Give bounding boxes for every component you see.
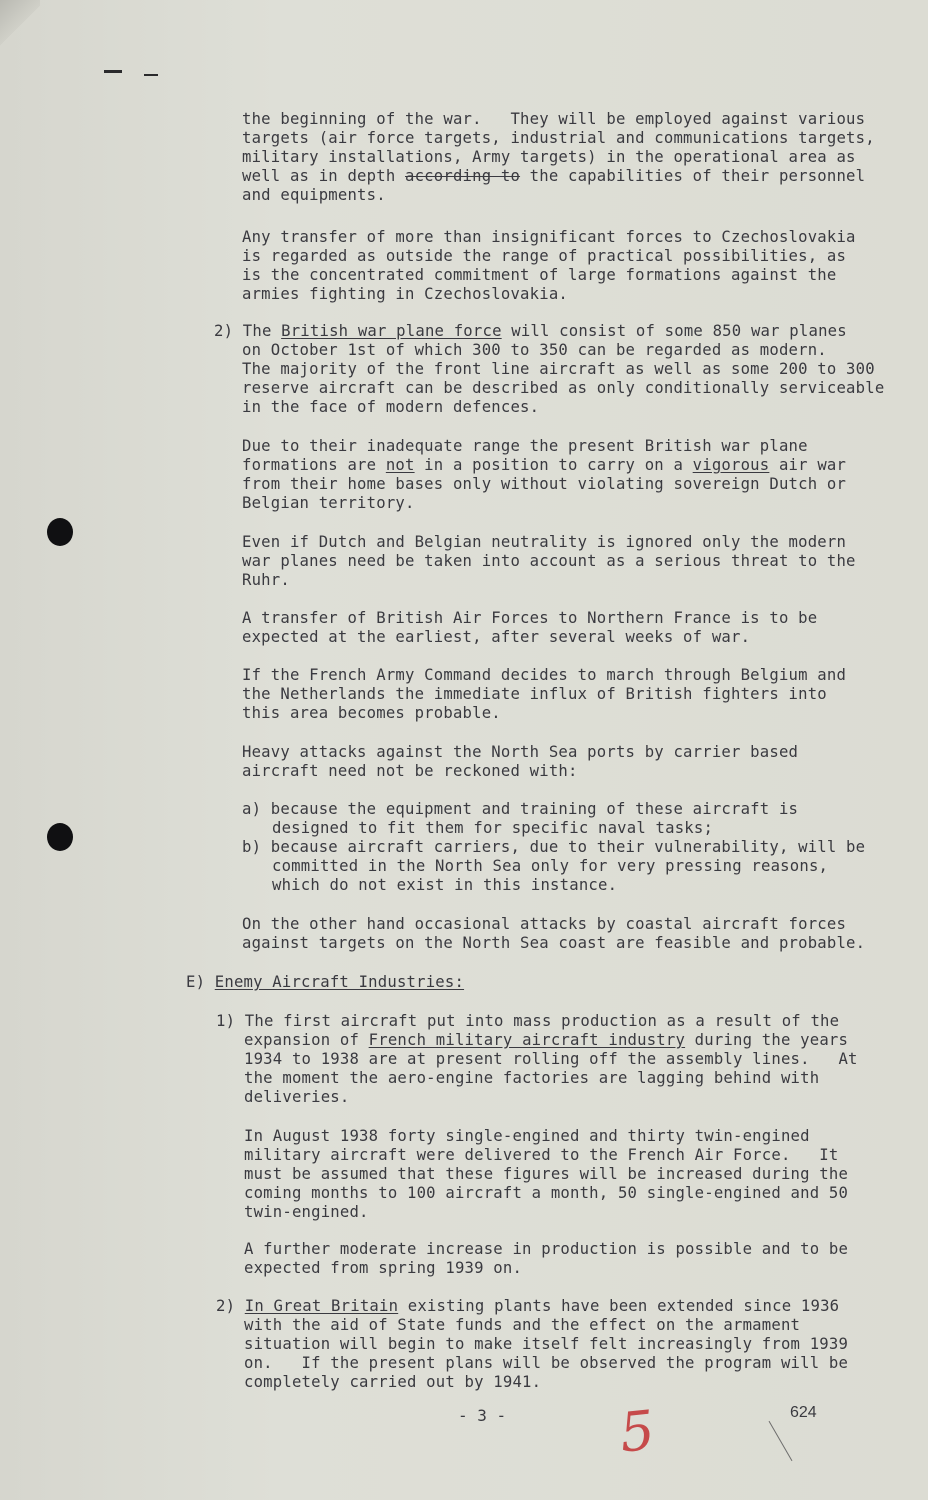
struck-phrase: according to bbox=[405, 167, 521, 185]
text-line: The majority of the front line aircraft as well as some 200 to 300 bbox=[242, 360, 875, 378]
text-line: on October 1st of which 300 to 350 can be regarded as modern. bbox=[242, 341, 827, 359]
text-line: well as in depth according to the capabilities of their personnel bbox=[242, 167, 866, 185]
text-line: If the French Army Command decides to march through Belgium and bbox=[242, 666, 847, 684]
text-line: must be assumed that these figures will be increased during the bbox=[244, 1165, 849, 1183]
text-line: Ruhr. bbox=[242, 571, 290, 589]
text-line: 1) The first aircraft put into mass production as a result of the bbox=[216, 1012, 840, 1030]
text-line: this area becomes probable. bbox=[242, 704, 501, 722]
text-line: with the aid of State funds and the effect on the armament bbox=[244, 1316, 801, 1334]
text-line: twin-engined. bbox=[244, 1203, 369, 1221]
text-line: Belgian territory. bbox=[242, 494, 415, 512]
page-number: - 3 - bbox=[458, 1406, 507, 1425]
text-line: b) because aircraft carriers, due to their vulnerability, will be bbox=[242, 838, 866, 856]
underlined-phrase: not bbox=[385, 456, 415, 474]
underlined-phrase: Enemy Aircraft Industries: bbox=[214, 973, 465, 991]
text-line: on. If the present plans will be observed the program will be bbox=[244, 1354, 849, 1372]
text-line: A transfer of British Air Forces to Northern France is to be bbox=[242, 609, 818, 627]
text-line: expected from spring 1939 on. bbox=[244, 1259, 523, 1277]
underlined-phrase: French military aircraft industry bbox=[368, 1031, 686, 1049]
text-line: is the concentrated commitment of large formations against the bbox=[242, 266, 837, 284]
underlined-phrase: British war plane force bbox=[281, 322, 502, 340]
folded-corner bbox=[0, 0, 40, 60]
text-line: 2) The British war plane force will consist of some 850 war planes bbox=[214, 322, 847, 340]
text-line: 2) In Great Britain existing plants have been extended since 1936 bbox=[216, 1297, 840, 1315]
punch-hole bbox=[47, 518, 73, 546]
text-line: expected at the earliest, after several weeks of war. bbox=[242, 628, 751, 646]
text-line: military aircraft were delivered to the French Air Force. It bbox=[244, 1146, 839, 1164]
text-line: is regarded as outside the range of practical possibilities, as bbox=[242, 247, 847, 265]
text-line: formations are not in a position to carry on a vigorous air war bbox=[242, 456, 847, 474]
text-line: Any transfer of more than insignificant forces to Czechoslovakia bbox=[242, 228, 856, 246]
archive-stamp: 624 bbox=[790, 1404, 817, 1421]
text-line: 1934 to 1938 are at present rolling off the assembly lines. At bbox=[244, 1050, 858, 1068]
text-line: Heavy attacks against the North Sea ports by carrier based bbox=[242, 743, 799, 761]
punch-hole bbox=[47, 823, 73, 851]
text-line: targets (air force targets, industrial and communications targets, bbox=[242, 129, 875, 147]
text-line: the moment the aero-engine factories are lagging behind with bbox=[244, 1069, 820, 1087]
underlined-phrase: vigorous bbox=[692, 456, 770, 474]
text-line: war planes need be taken into account as a serious threat to the bbox=[242, 552, 856, 570]
ink-mark bbox=[104, 70, 122, 73]
text-line: Even if Dutch and Belgian neutrality is ignored only the modern bbox=[242, 533, 847, 551]
text-line: the beginning of the war. They will be employed against various bbox=[242, 110, 866, 128]
text-line: expansion of French military aircraft industry during the years bbox=[244, 1031, 849, 1049]
text-line: in the face of modern defences. bbox=[242, 398, 540, 416]
text-line: military installations, Army targets) in the operational area as bbox=[242, 148, 856, 166]
text-line: aircraft need not be reckoned with: bbox=[242, 762, 578, 780]
text-line: designed to fit them for specific naval tasks; bbox=[272, 819, 714, 837]
text-line: Due to their inadequate range the present British war plane bbox=[242, 437, 808, 455]
text-line: On the other hand occasional attacks by coastal aircraft forces bbox=[242, 915, 847, 933]
text-line: from their home bases only without violating sovereign Dutch or bbox=[242, 475, 847, 493]
text-line: which do not exist in this instance. bbox=[272, 876, 618, 894]
text-line: In August 1938 forty single-engined and thirty twin-engined bbox=[244, 1127, 810, 1145]
text-line: committed in the North Sea only for very pressing reasons, bbox=[272, 857, 829, 875]
text-line: E) Enemy Aircraft Industries: bbox=[186, 973, 465, 991]
text-line: the Netherlands the immediate influx of British fighters into bbox=[242, 685, 827, 703]
text-line: reserve aircraft can be described as only conditionally serviceable bbox=[242, 379, 885, 397]
handwritten-red-number: 5 bbox=[616, 1398, 658, 1465]
text-line: A further moderate increase in production is possible and to be bbox=[244, 1240, 849, 1258]
text-line: a) because the equipment and training of these aircraft is bbox=[242, 800, 799, 818]
text-line: armies fighting in Czechoslovakia. bbox=[242, 285, 568, 303]
text-line: completely carried out by 1941. bbox=[244, 1373, 542, 1391]
ink-mark bbox=[144, 74, 158, 76]
pencil-stroke bbox=[769, 1421, 793, 1461]
underlined-phrase: In Great Britain bbox=[244, 1297, 399, 1315]
text-line: deliveries. bbox=[244, 1088, 350, 1106]
text-line: coming months to 100 aircraft a month, 50 single-engined and 50 bbox=[244, 1184, 849, 1202]
text-line: situation will begin to make itself felt increasingly from 1939 bbox=[244, 1335, 849, 1353]
text-line: and equipments. bbox=[242, 186, 386, 204]
text-line: against targets on the North Sea coast are feasible and probable. bbox=[242, 934, 866, 952]
